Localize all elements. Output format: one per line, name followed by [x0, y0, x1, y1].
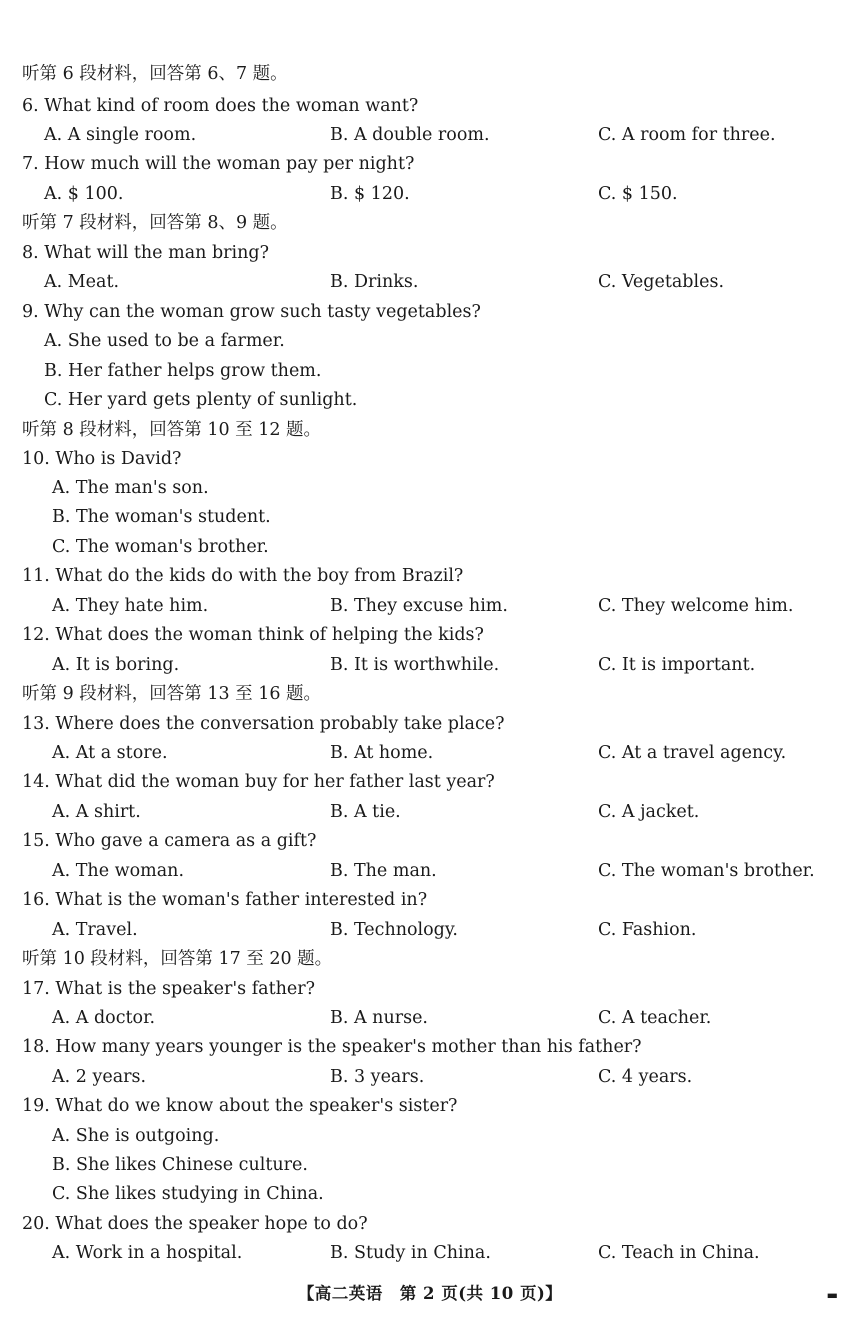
options-row	[0, 651, 860, 680]
question-19-stem: 19. What do we know about the speaker's sister?	[22, 1096, 458, 1116]
option-20b: B. Study in China.	[330, 1243, 491, 1263]
question-row	[0, 298, 860, 327]
page-footer: 【高二英语 第 2 页(共 10 页)】	[297, 1284, 563, 1303]
options-row	[0, 1122, 860, 1151]
question-10-stem: 10. Who is David?	[22, 449, 182, 469]
option-14c: C. A jacket.	[598, 802, 700, 822]
question-18-stem: 18. How many years younger is the speaker's mother than his father?	[22, 1037, 642, 1057]
question-17-stem: 17. What is the speaker's father?	[22, 979, 316, 999]
section-8-instruction: 听第 8 段材料，回答第 10 至 12 题。	[22, 420, 322, 440]
option-12c: C. It is important.	[598, 655, 756, 675]
options-row	[0, 503, 860, 532]
options-row	[0, 1063, 860, 1092]
question-12-stem: 12. What does the woman think of helping the kids?	[22, 625, 484, 645]
options-row	[0, 916, 860, 945]
option-18b: B. 3 years.	[330, 1067, 425, 1087]
option-19b: B. She likes Chinese culture.	[52, 1155, 308, 1175]
option-16b: B. Technology.	[330, 920, 458, 940]
question-row	[0, 768, 860, 797]
question-7-stem: 7. How much will the woman pay per night?	[22, 154, 415, 174]
question-row	[0, 150, 860, 179]
option-14a: A. A shirt.	[52, 802, 141, 822]
options-row	[0, 327, 860, 356]
question-6-stem: 6. What kind of room does the woman want?	[22, 96, 419, 116]
option-12b: B. It is worthwhile.	[330, 655, 500, 675]
options-row	[0, 1004, 860, 1033]
option-10c: C. The woman's brother.	[52, 537, 269, 557]
option-6c: C. A room for three.	[598, 125, 776, 145]
section-9-instruction: 听第 9 段材料，回答第 13 至 16 题。	[22, 684, 322, 704]
question-row	[0, 886, 860, 915]
option-13b: B. At home.	[330, 743, 434, 763]
question-row	[0, 1092, 860, 1121]
section-heading	[0, 945, 860, 974]
option-11b: B. They excuse him.	[330, 596, 508, 616]
options-row	[0, 268, 860, 297]
question-row	[0, 1210, 860, 1239]
option-20c: C. Teach in China.	[598, 1243, 760, 1263]
question-9-stem: 9. Why can the woman grow such tasty vegetables?	[22, 302, 481, 322]
section-heading	[0, 680, 860, 709]
option-19a: A. She is outgoing.	[52, 1126, 220, 1146]
options-row	[0, 357, 860, 386]
options-row	[0, 1180, 860, 1209]
option-9c: C. Her yard gets plenty of sunlight.	[44, 390, 358, 410]
option-15c: C. The woman's brother.	[598, 861, 815, 881]
question-row	[0, 239, 860, 268]
question-15-stem: 15. Who gave a camera as a gift?	[22, 831, 317, 851]
options-row	[0, 857, 860, 886]
question-8-stem: 8. What will the man bring?	[22, 243, 269, 263]
section-heading	[0, 416, 860, 445]
section-heading	[0, 60, 860, 89]
section-7-instruction: 听第 7 段材料，回答第 8、9 题。	[22, 213, 288, 233]
question-13-stem: 13. Where does the conversation probably take place?	[22, 714, 505, 734]
option-18c: C. 4 years.	[598, 1067, 693, 1087]
options-row	[0, 386, 860, 415]
corner-mark: ▬	[826, 1288, 838, 1302]
option-19c: C. She likes studying in China.	[52, 1184, 324, 1204]
option-6a: A. A single room.	[44, 125, 197, 145]
option-13a: A. At a store.	[52, 743, 168, 763]
option-8a: A. Meat.	[44, 272, 120, 292]
option-9a: A. She used to be a farmer.	[44, 331, 285, 351]
option-11c: C. They welcome him.	[598, 596, 794, 616]
section-6-instruction: 听第 6 段材料，回答第 6、7 题。	[22, 64, 288, 84]
question-11-stem: 11. What do the kids do with the boy from Brazil?	[22, 566, 464, 586]
options-row	[0, 474, 860, 503]
option-17c: C. A teacher.	[598, 1008, 712, 1028]
option-6b: B. A double room.	[330, 125, 490, 145]
option-7c: C. $ 150.	[598, 184, 678, 204]
option-14b: B. A tie.	[330, 802, 401, 822]
option-10b: B. The woman's student.	[52, 507, 271, 527]
options-row	[0, 533, 860, 562]
question-row	[0, 92, 860, 121]
question-row	[0, 827, 860, 856]
options-row	[0, 1239, 860, 1268]
question-20-stem: 20. What does the speaker hope to do?	[22, 1214, 368, 1234]
options-row	[0, 1151, 860, 1180]
option-17a: A. A doctor.	[52, 1008, 156, 1028]
options-row	[0, 592, 860, 621]
question-16-stem: 16. What is the woman's father interested in?	[22, 890, 428, 910]
options-row	[0, 739, 860, 768]
option-11a: A. They hate him.	[52, 596, 209, 616]
option-10a: A. The man's son.	[52, 478, 209, 498]
option-15b: B. The man.	[330, 861, 437, 881]
options-row	[0, 798, 860, 827]
question-row	[0, 621, 860, 650]
option-15a: A. The woman.	[52, 861, 185, 881]
option-7b: B. $ 120.	[330, 184, 410, 204]
option-7a: A. $ 100.	[44, 184, 124, 204]
option-16a: A. Travel.	[52, 920, 138, 940]
option-12a: A. It is boring.	[52, 655, 180, 675]
option-9b: B. Her father helps grow them.	[44, 361, 322, 381]
option-13c: C. At a travel agency.	[598, 743, 787, 763]
option-8b: B. Drinks.	[330, 272, 419, 292]
option-18a: A. 2 years.	[52, 1067, 147, 1087]
option-8c: C. Vegetables.	[598, 272, 725, 292]
options-row	[0, 180, 860, 209]
section-heading	[0, 209, 860, 238]
section-10-instruction: 听第 10 段材料，回答第 17 至 20 题。	[22, 949, 333, 969]
question-row	[0, 1033, 860, 1062]
question-14-stem: 14. What did the woman buy for her father last year?	[22, 772, 495, 792]
option-16c: C. Fashion.	[598, 920, 697, 940]
options-row	[0, 121, 860, 150]
question-row	[0, 562, 860, 591]
option-20a: A. Work in a hospital.	[52, 1243, 243, 1263]
option-17b: B. A nurse.	[330, 1008, 428, 1028]
question-row	[0, 445, 860, 474]
question-row	[0, 975, 860, 1004]
question-row	[0, 710, 860, 739]
